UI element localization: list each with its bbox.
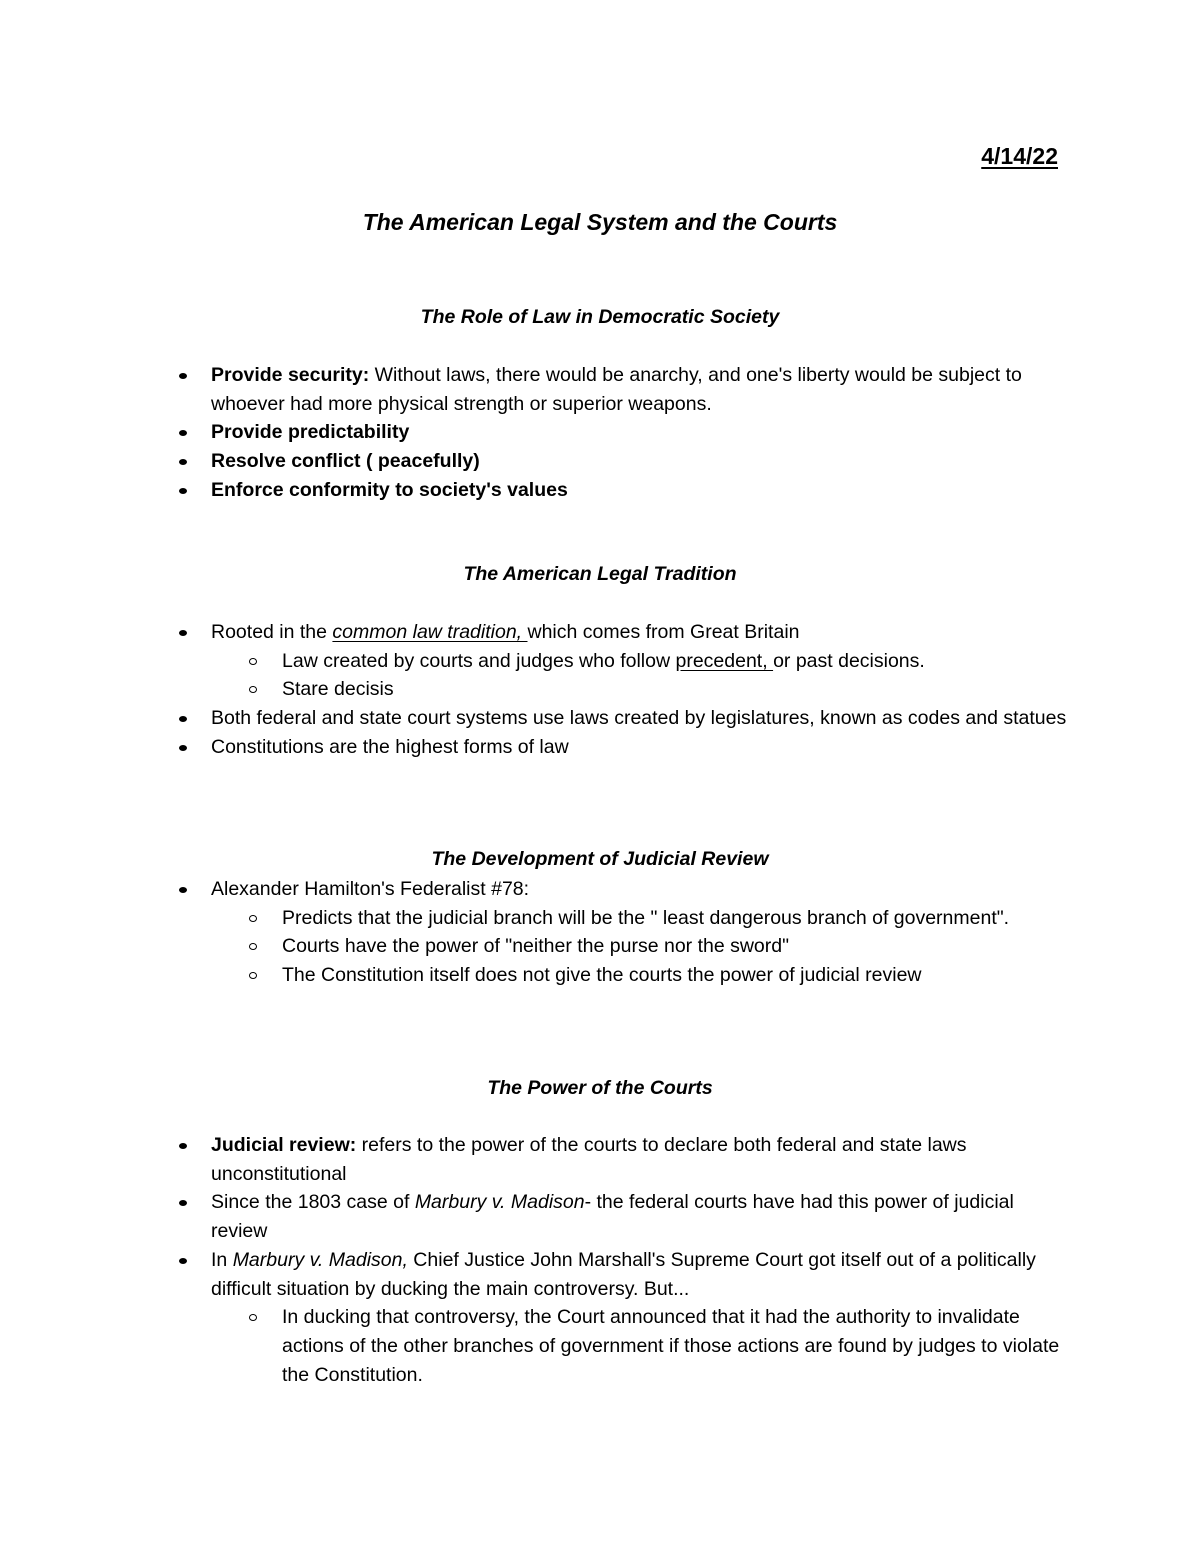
sub-list-item: Stare decisis bbox=[282, 675, 1071, 704]
sub-list bbox=[211, 1303, 1071, 1389]
judicial-review-list bbox=[211, 875, 1071, 990]
item-text: which comes from Great Britain bbox=[527, 621, 800, 643]
common-law-term: common law tradition, bbox=[332, 621, 528, 643]
section-heading-legal-tradition: The American Legal Tradition bbox=[463, 563, 737, 585]
document-date: 4/14/22 bbox=[981, 143, 1058, 169]
sub-list bbox=[211, 647, 1071, 704]
list-item: Both federal and state court systems use laws created by legislatures, known as codes and statues bbox=[211, 704, 1071, 733]
item-text: Law created by courts and judges who follow bbox=[282, 649, 676, 672]
item-text: Alexander Hamilton's Federalist #78: bbox=[211, 878, 530, 900]
sub-list-item: In ducking that controversy, the Court announced that it had the authority to invalidate actions of the other branches of government if those actions are found by judges to violate the Constitution. bbox=[282, 1303, 1071, 1389]
list-item bbox=[211, 875, 1071, 990]
list-item bbox=[211, 447, 1071, 476]
item-text: refers to the power of the courts to declare both federal and state laws unconstitutional bbox=[211, 1134, 967, 1185]
list-item bbox=[211, 361, 1071, 418]
item-text: - the federal courts have had this power of judicial review bbox=[211, 1191, 1014, 1243]
section-heading-judicial-review: The Development of Judicial Review bbox=[431, 848, 769, 870]
term-label: Provide predictability bbox=[211, 421, 410, 444]
term-label: Resolve conflict ( peacefully) bbox=[211, 450, 480, 473]
list-item bbox=[211, 476, 1071, 505]
section-heading-role-of-law: The Role of Law in Democratic Society bbox=[420, 306, 780, 328]
sub-list bbox=[211, 904, 1071, 990]
document-title: The American Legal System and the Courts bbox=[362, 209, 838, 235]
case-name: Marbury v. Madison bbox=[414, 1191, 585, 1214]
precedent-term: precedent, bbox=[675, 649, 774, 672]
item-text: Without laws, there would be anarchy, and one's liberty would be subject to whoever had more physical strength or superior weapons. bbox=[211, 364, 1022, 415]
term-label: Enforce conformity to society's values bbox=[211, 478, 568, 501]
legal-tradition-list bbox=[211, 618, 1071, 762]
case-name: Marbury v. Madison, bbox=[232, 1248, 408, 1271]
term-label: Provide security: bbox=[211, 364, 370, 386]
term-label: Judicial review: bbox=[211, 1134, 357, 1156]
sub-list-item: Predicts that the judicial branch will be the " least dangerous branch of government". bbox=[282, 904, 1071, 933]
sub-list-item: Courts have the power of "neither the purse nor the sword" bbox=[282, 932, 1071, 961]
item-text: Chief Justice John Marshall's Supreme Court got itself out of a politically difficult situation by ducking the main controversy. But... bbox=[211, 1248, 1036, 1300]
list-item bbox=[211, 418, 1071, 447]
list-item bbox=[211, 1131, 1071, 1188]
list-item bbox=[211, 1246, 1071, 1390]
list-item bbox=[211, 618, 1071, 704]
sub-list-item bbox=[282, 647, 1071, 676]
section-heading-power-of-courts: The Power of the Courts bbox=[487, 1077, 713, 1099]
item-text: Since the 1803 case of bbox=[211, 1191, 415, 1214]
item-text: or past decisions. bbox=[773, 649, 925, 672]
role-of-law-list bbox=[211, 361, 1071, 505]
sub-list-item: The Constitution itself does not give the courts the power of judicial review bbox=[282, 961, 1071, 990]
power-of-courts-list bbox=[211, 1131, 1071, 1389]
list-item bbox=[211, 1188, 1071, 1245]
list-item: Constitutions are the highest forms of law bbox=[211, 733, 1071, 762]
item-text: In bbox=[211, 1248, 233, 1271]
item-text: Rooted in the bbox=[211, 621, 333, 643]
